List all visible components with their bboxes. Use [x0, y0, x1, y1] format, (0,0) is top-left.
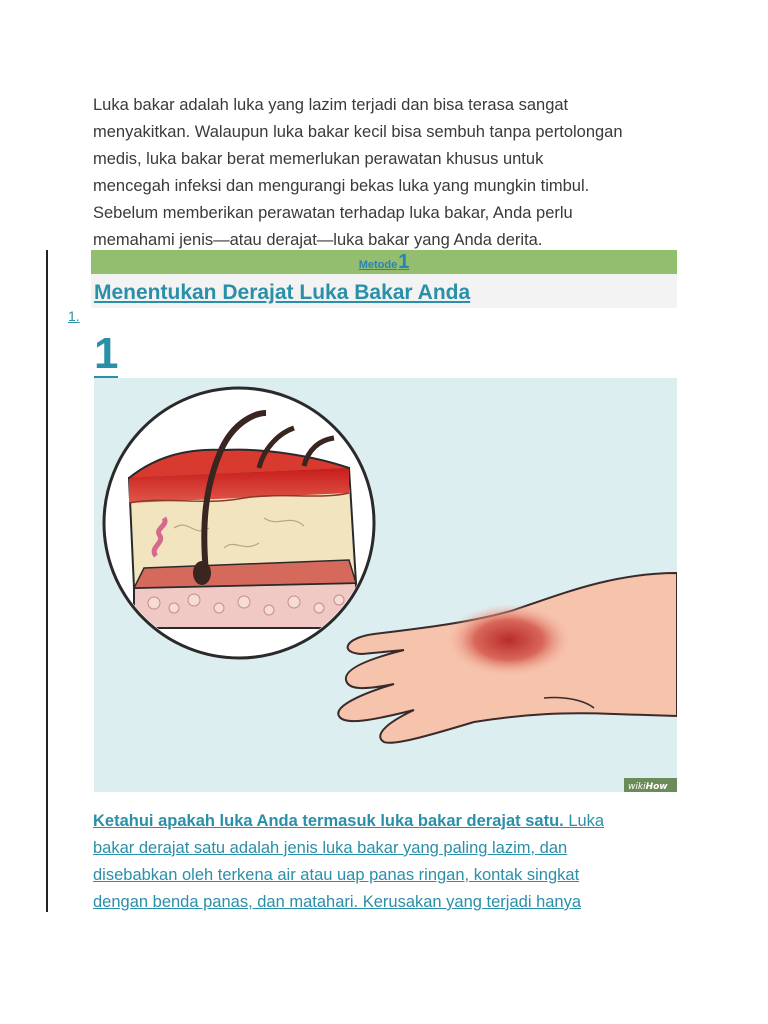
- watermark-how-text: How: [645, 782, 668, 792]
- svg-text:wikiHow: [628, 782, 668, 792]
- method-link[interactable]: [359, 251, 410, 274]
- intro-line: menyakitkan. Walaupun luka bakar kecil bisa sembuh tanpa pertolongan: [93, 123, 623, 141]
- intro-line: memahami jenis—atau derajat—luka bakar yang Anda derita.: [93, 231, 543, 249]
- intro-line: medis, luka bakar berat memerlukan perawatan khusus untuk: [93, 150, 544, 168]
- burn-illustration: [94, 378, 677, 792]
- step-body-link[interactable]: dengan benda panas, dan matahari. Kerusakan yang terjadi hanya: [93, 893, 582, 911]
- intro-line: Luka bakar adalah luka yang lazim terjadi dan bisa terasa sangat: [93, 96, 569, 114]
- intro-line: mencegah infeksi dan mengurangi bekas luka yang mungkin timbul.: [93, 177, 590, 195]
- step-body-link[interactable]: disebabkan oleh terkena air atau uap panas ringan, kontak singkat: [93, 866, 580, 884]
- burn-illustration-svg: [94, 378, 677, 792]
- step-description: [93, 808, 683, 916]
- method-header-bar: [91, 250, 677, 274]
- method-number: 1: [398, 250, 410, 273]
- intro-line: Sebelum memberikan perawatan terhadap luka bakar, Anda perlu: [93, 204, 573, 222]
- watermark-wiki-text: wiki: [628, 782, 646, 792]
- method-label: Metode: [358, 258, 398, 271]
- step-lead-link[interactable]: Ketahui apakah luka Anda termasuk luka bakar derajat satu.: [93, 812, 564, 830]
- step-number: 1: [94, 329, 119, 378]
- wikihow-watermark: [624, 778, 677, 792]
- section-title-link[interactable]: Menentukan Derajat Luka Bakar Anda: [94, 281, 471, 304]
- intro-paragraph: [93, 92, 683, 254]
- step-body-link[interactable]: bakar derajat satu adalah jenis luka bakar yang paling lazim, dan: [93, 839, 568, 857]
- step-list-marker[interactable]: 1.: [68, 308, 80, 324]
- left-border-rule: [46, 250, 48, 912]
- step-body-link[interactable]: Luka: [563, 812, 605, 830]
